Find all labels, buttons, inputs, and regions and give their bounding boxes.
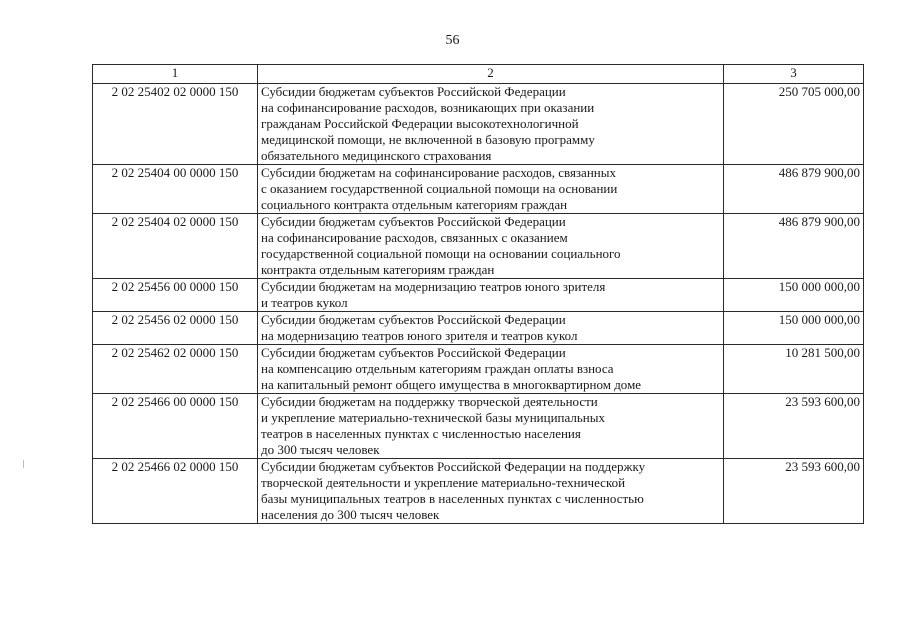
description-line: базы муниципальных театров в населенных пунктах с численностью bbox=[261, 491, 644, 506]
description-line: Субсидии бюджетам на поддержку творческой деятельности bbox=[261, 394, 598, 409]
description-line: на компенсацию отдельным категориям граждан оплаты взноса bbox=[261, 361, 614, 376]
budget-code: 2 02 25462 02 0000 150 bbox=[93, 345, 258, 394]
description-line: Субсидии бюджетам на софинансирование расходов, связанных bbox=[261, 165, 616, 180]
description-line: социального контракта отдельным категориям граждан bbox=[261, 197, 568, 212]
amount-cell: 486 879 900,00 bbox=[724, 214, 864, 279]
table-row bbox=[93, 312, 864, 345]
amount-cell: 23 593 600,00 bbox=[724, 394, 864, 459]
description-line: Субсидии бюджетам субъектов Российской Федерации bbox=[261, 84, 566, 99]
description-line: обязательного медицинского страхования bbox=[261, 148, 492, 163]
description-line: Субсидии бюджетам субъектов Российской Федерации bbox=[261, 214, 566, 229]
budget-code: 2 02 25404 02 0000 150 bbox=[93, 214, 258, 279]
description-cell bbox=[258, 165, 724, 214]
description-line: на капитальный ремонт общего имущества в многоквартирном доме bbox=[261, 377, 642, 392]
table-row bbox=[93, 345, 864, 394]
description-cell bbox=[258, 279, 724, 312]
budget-code: 2 02 25404 00 0000 150 bbox=[93, 165, 258, 214]
description-line: Субсидии бюджетам субъектов Российской Федерации bbox=[261, 345, 566, 360]
description-line: и театров кукол bbox=[261, 295, 348, 310]
column-header-description: 2 bbox=[258, 65, 724, 84]
description-line: и укрепление материально-технической базы муниципальных bbox=[261, 410, 605, 425]
description-line: на софинансирование расходов, возникающих при оказании bbox=[261, 100, 595, 115]
budget-code: 2 02 25402 02 0000 150 bbox=[93, 84, 258, 165]
budget-code: 2 02 25456 00 0000 150 bbox=[93, 279, 258, 312]
description-cell bbox=[258, 345, 724, 394]
column-header-amount: 3 bbox=[724, 65, 864, 84]
description-line: на софинансирование расходов, связанных с оказанием bbox=[261, 230, 568, 245]
amount-cell: 23 593 600,00 bbox=[724, 459, 864, 524]
description-line: до 300 тысяч человек bbox=[261, 442, 380, 457]
budget-code: 2 02 25466 00 0000 150 bbox=[93, 394, 258, 459]
description-line: Субсидии бюджетам на модернизацию театров юного зрителя bbox=[261, 279, 606, 294]
table-row bbox=[93, 394, 864, 459]
description-cell bbox=[258, 394, 724, 459]
budget-code: 2 02 25456 02 0000 150 bbox=[93, 312, 258, 345]
table-row bbox=[93, 459, 864, 524]
budget-code: 2 02 25466 02 0000 150 bbox=[93, 459, 258, 524]
amount-cell: 10 281 500,00 bbox=[724, 345, 864, 394]
header-row bbox=[93, 65, 864, 84]
scan-artifact bbox=[23, 460, 24, 468]
description-line: населения до 300 тысяч человек bbox=[261, 507, 440, 522]
table-row bbox=[93, 165, 864, 214]
amount-cell: 150 000 000,00 bbox=[724, 279, 864, 312]
description-line: творческой деятельности и укрепление материально-технической bbox=[261, 475, 626, 490]
description-line: контракта отдельным категориям граждан bbox=[261, 262, 495, 277]
table-row bbox=[93, 214, 864, 279]
table-row bbox=[93, 279, 864, 312]
budget-table bbox=[92, 64, 864, 524]
description-line: Субсидии бюджетам субъектов Российской Федерации bbox=[261, 312, 566, 327]
description-line: гражданам Российской Федерации высокотехнологичной bbox=[261, 116, 579, 131]
description-cell bbox=[258, 459, 724, 524]
description-cell bbox=[258, 84, 724, 165]
column-header-code: 1 bbox=[93, 65, 258, 84]
description-line: Субсидии бюджетам субъектов Российской Федерации на поддержку bbox=[261, 459, 646, 474]
amount-cell: 150 000 000,00 bbox=[724, 312, 864, 345]
description-cell bbox=[258, 214, 724, 279]
description-line: на модернизацию театров юного зрителя и театров кукол bbox=[261, 328, 578, 343]
description-line: с оказанием государственной социальной помощи на основании bbox=[261, 181, 618, 196]
description-cell bbox=[258, 312, 724, 345]
page-number: 56 bbox=[445, 33, 460, 48]
amount-cell: 250 705 000,00 bbox=[724, 84, 864, 165]
amount-cell: 486 879 900,00 bbox=[724, 165, 864, 214]
description-line: медицинской помощи, не включенной в базовую программу bbox=[261, 132, 595, 147]
table-row bbox=[93, 84, 864, 165]
description-line: театров в населенных пунктах с численностью населения bbox=[261, 426, 581, 441]
description-line: государственной социальной помощи на основании социального bbox=[261, 246, 621, 261]
